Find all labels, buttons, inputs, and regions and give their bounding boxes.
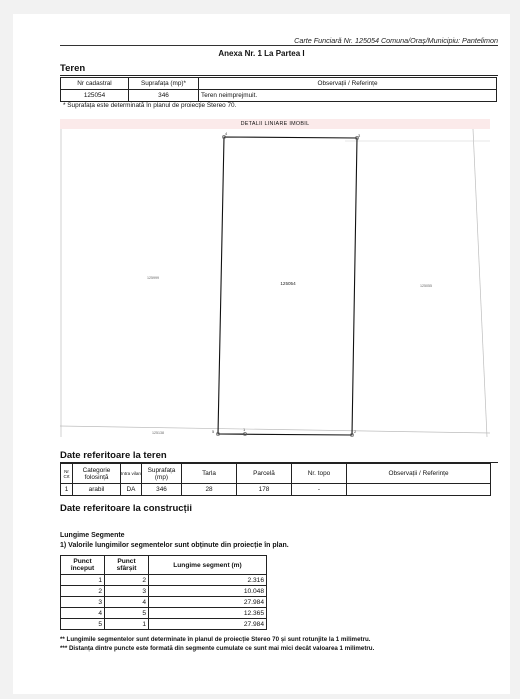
section-rule (60, 75, 498, 76)
plan-drawing (60, 119, 490, 439)
table-cell: 2 (105, 575, 149, 586)
section-date-teren-heading: Date referitoare la teren (60, 450, 167, 461)
table-header-cell: Nr cadastral (61, 78, 129, 90)
table-header-cell: Suprafața (mp) (142, 464, 182, 484)
point-label: 4 (225, 131, 228, 136)
section-date-constructii-heading: Date referitoare la construcții (60, 503, 192, 514)
header-rule (60, 45, 498, 46)
table-row (61, 597, 267, 608)
table-header-cell: Observații / Referințe (347, 464, 491, 484)
table-cell: 178 (237, 484, 292, 496)
table-header-cell: Intra vilan (121, 464, 142, 484)
document-page (13, 14, 510, 694)
table-row (61, 575, 267, 586)
table-cell: 346 (142, 484, 182, 496)
table-row (61, 608, 267, 619)
table-cell: 27.984 (149, 619, 267, 630)
table-cell (347, 484, 491, 496)
segments-subheading: 1) Valorile lungimilor segmentelor sunt obținute din proiecție în plan. (60, 542, 289, 549)
table-cell: 5 (105, 608, 149, 619)
point-label: 5 (212, 429, 215, 434)
table-header-cell: Tarla (182, 464, 237, 484)
table-row (61, 619, 267, 630)
segments-table (60, 555, 267, 630)
table-header-row (61, 464, 491, 484)
table-header-cell: Categorie folosință (73, 464, 121, 484)
segments-note-1: ** Lungimile segmentelor sunt determinate în planul de proiecție Stereo 70 și sunt rotunjite la 1 milimetru. (60, 636, 371, 643)
table-cell: 10.048 (149, 586, 267, 597)
plan-svg (60, 129, 490, 439)
neighbor-label: 125999 (147, 276, 159, 280)
table-cell: - (292, 484, 347, 496)
point-label: 1 (243, 427, 246, 432)
table-header-cell: Punct început (61, 556, 105, 575)
table-header-cell: Lungime segment (m) (149, 556, 267, 575)
table-cell: 3 (105, 586, 149, 597)
table-cell: 3 (61, 597, 105, 608)
table-cell: 2 (61, 586, 105, 597)
table-cell: arabil (73, 484, 121, 496)
teren-note: * Suprafața este determinată în planul de proiecție Stereo 70. (63, 102, 237, 109)
table-cell: 5 (61, 619, 105, 630)
table-row (61, 586, 267, 597)
table-row (61, 484, 491, 496)
table-row (61, 90, 497, 102)
teren-table (60, 77, 497, 102)
table-cell: 1 (61, 575, 105, 586)
header-title: Carte Funciară Nr. 125054 Comuna/Oraș/Municipiu: Pantelimon (294, 36, 498, 45)
segments-heading: Lungime Segmente (60, 532, 125, 539)
neighbor-label: 125055 (420, 284, 432, 288)
neighbor-label: 125138 (152, 431, 164, 435)
table-cell: 4 (105, 597, 149, 608)
table-header-cell: Observații / Referințe (199, 78, 497, 90)
plan-title: DETALII LINIARE IMOBIL (60, 119, 490, 130)
table-cell: Teren neimprejmuit. (199, 90, 497, 102)
table-cell: DA (121, 484, 142, 496)
table-cell: 125054 (61, 90, 129, 102)
table-cell: 346 (129, 90, 199, 102)
table-cell: 4 (61, 608, 105, 619)
table-header-row (61, 78, 497, 90)
table-header-cell: Nr. topo (292, 464, 347, 484)
parcel-number-label: 125054 (280, 281, 296, 286)
table-cell: 2.316 (149, 575, 267, 586)
table-header-cell: Punct sfârșit (105, 556, 149, 575)
table-header-cell: Nr Crt (61, 464, 73, 484)
date-teren-table (60, 463, 491, 496)
table-cell: 1 (105, 619, 149, 630)
table-cell: 1 (61, 484, 73, 496)
point-label: 2 (354, 429, 357, 434)
segments-note-2: *** Distanța dintre puncte este formată din segmente cumulate ce sunt mai mici decât valoarea 1 milimetru. (60, 645, 375, 652)
table-cell: 27.984 (149, 597, 267, 608)
table-cell: 12.365 (149, 608, 267, 619)
table-header-cell: Suprafața (mp)* (129, 78, 199, 90)
table-header-cell: Parcelă (237, 464, 292, 484)
point-label: 3 (358, 133, 361, 138)
section-teren-heading: Teren (60, 63, 86, 74)
annex-title: Anexa Nr. 1 La Partea I (218, 49, 305, 58)
table-cell: 28 (182, 484, 237, 496)
table-header-row (61, 556, 267, 575)
